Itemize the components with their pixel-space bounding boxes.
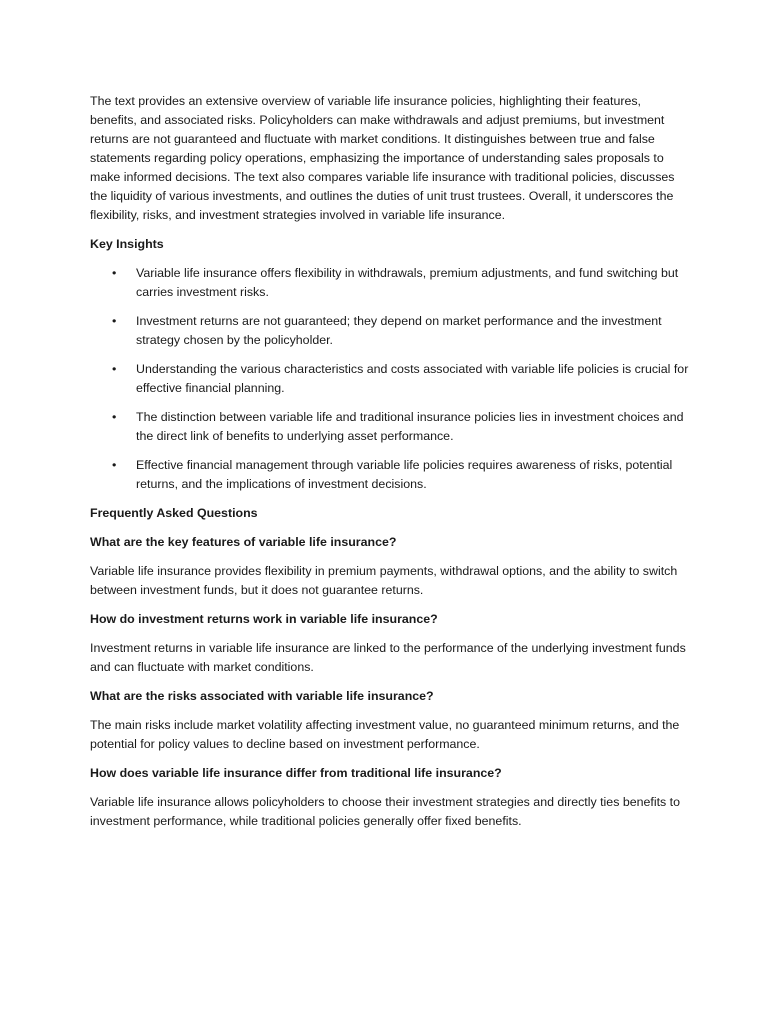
key-insights-heading: Key Insights <box>90 237 164 251</box>
bullet-icon: • <box>112 458 117 472</box>
bullet-icon: • <box>112 314 117 328</box>
document-page <box>90 92 690 841</box>
faq-answer: Variable life insurance allows policyholders to choose their investment strategies and directly ties benefits to investment performance, while traditional policies generally offer fixed benefits. <box>90 795 681 828</box>
faq-heading: Frequently Asked Questions <box>90 506 258 520</box>
insight-text: The distinction between variable life and traditional insurance policies lies in investment choices and the direct link of benefits to underlying asset performance. <box>136 410 684 443</box>
bullet-icon: • <box>112 410 117 424</box>
insight-item <box>90 264 690 302</box>
insight-item <box>90 312 690 350</box>
faq-item <box>90 610 690 677</box>
summary-paragraph: The text provides an extensive overview of variable life insurance policies, highlighting their features, benefits, and associated risks. Policyholders can make withdrawals and adjust premiums, but investment returns are not guaranteed and fluctuate with market conditions. It distinguishes between true and false statements regarding policy operations, emphasizing the importance of understanding sales proposals to make informed decisions. The text also compares variable life insurance with traditional policies, discusses the liquidity of various investments, and outlines the duties of unit trust trustees. Overall, it underscores the flexibility, risks, and investment strategies involved in variable life insurance. <box>90 94 675 222</box>
faq-answer: Variable life insurance provides flexibility in premium payments, withdrawal options, and the ability to switch between investment funds, but it does not guarantee returns. <box>90 564 678 597</box>
faq-item <box>90 764 690 831</box>
insight-text: Understanding the various characteristics and costs associated with variable life policies is crucial for effective financial planning. <box>136 362 689 395</box>
insight-item <box>90 456 690 494</box>
insight-text: Investment returns are not guaranteed; they depend on market performance and the investment strategy chosen by the policyholder. <box>136 314 662 347</box>
faq-question: What are the risks associated with variable life insurance? <box>90 689 434 703</box>
insight-text: Variable life insurance offers flexibility in withdrawals, premium adjustments, and fund switching but carries investment risks. <box>136 266 679 299</box>
insight-text: Effective financial management through variable life policies requires awareness of risks, potential returns, and the implications of investment decisions. <box>136 458 673 491</box>
faq-answer: The main risks include market volatility affecting investment value, no guaranteed minimum returns, and the potential for policy values to decline based on investment performance. <box>90 718 680 751</box>
faq-question: How do investment returns work in variable life insurance? <box>90 612 438 626</box>
bullet-icon: • <box>112 266 117 280</box>
faq-item <box>90 687 690 754</box>
bullet-icon: • <box>112 362 117 376</box>
insight-item <box>90 360 690 398</box>
faq-question: How does variable life insurance differ from traditional life insurance? <box>90 766 502 780</box>
faq-question: What are the key features of variable life insurance? <box>90 535 397 549</box>
faq-answer: Investment returns in variable life insurance are linked to the performance of the underlying investment funds and can fluctuate with market conditions. <box>90 641 686 674</box>
key-insights-list <box>90 264 690 494</box>
faq-item <box>90 533 690 600</box>
insight-item <box>90 408 690 446</box>
